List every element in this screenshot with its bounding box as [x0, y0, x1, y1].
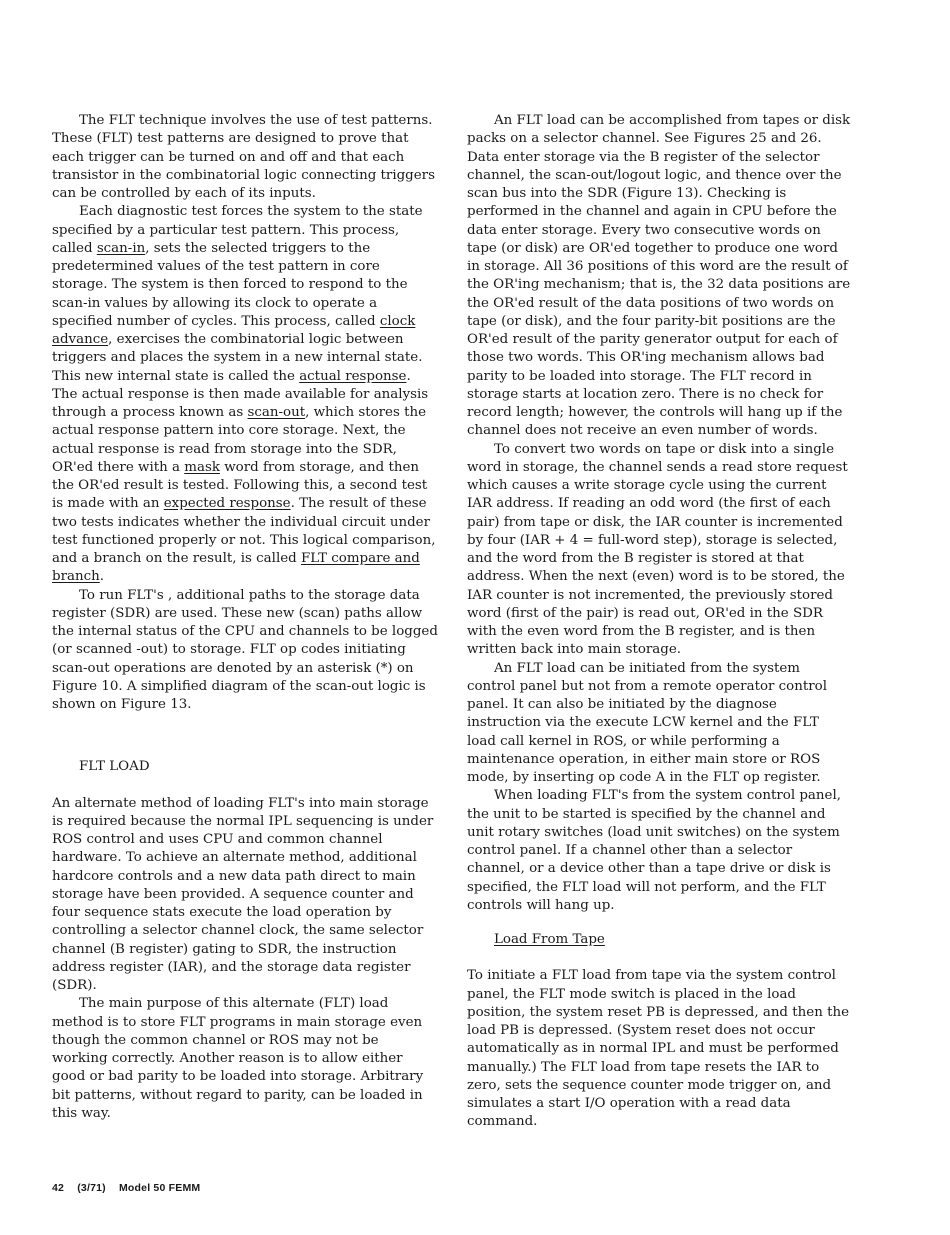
text-span: word from storage, and then the OR'ed result is tested. Following this, a second test is made with an	[52, 459, 428, 512]
text-span: , sets the selected triggers to the predetermined values of the test pattern in core storage. The system is then forced to respond to the scan-in values by allowing its clock to operate a specified number of cycles. This process, called	[52, 240, 408, 329]
term-scan-in: scan-in	[96, 240, 146, 256]
text-span: .	[99, 569, 104, 585]
paragraph-diagnostic-test	[52, 203, 438, 586]
revision-date: (3/71)	[77, 1182, 106, 1194]
term-flt-compare-and-branch: FLT compare and branch	[52, 551, 420, 585]
text-span: . The result of these two tests indicates whether the individual circuit under test functioned properly or not. This logical comparison, and a branch on the result, is called	[52, 496, 436, 566]
heading-text: Load From Tape	[494, 932, 605, 947]
paragraph-convert-words: To convert two words on tape or disk into a single word in storage, the channel sends a read store request which causes a write storage cycle using the current IAR address. If reading an odd word (the first of each pair) from tape or disk, the IAR counter is incremented by four (IAR + 4 = full-word step), storage is selected, and the word from the B register is stored at that address. When the next (even) word is to be stored, the IAR counter is not incremented, the previously stored word (first of the pair) is read out, OR'ed in the SDR with the even word from the B register, and is then written back into main storage.	[467, 441, 848, 658]
spacer	[467, 915, 852, 931]
page-footer	[52, 1182, 210, 1194]
subsection-heading-load-from-tape	[467, 931, 852, 949]
text-span: . The actual response is then made available for analysis through a process known as	[52, 368, 429, 420]
paragraph-initiate-panel: An FLT load can be initiated from the system control panel but not from a remote operator control panel. It can also be initiated by the diagnose instruction via the execute LCW kernel and the FLT load call kernel in ROS, or while performing a maintenance operation, in either main store or ROS mode, by inserting op code A in the FLT op register.	[467, 660, 827, 785]
term-actual-response: actual response	[299, 368, 407, 384]
paragraph-alternate-method: An alternate method of loading FLT's into main storage is required because the normal IPL sequencing is under ROS control and uses CPU and common channel hardware. To achieve an alternate method, additional hardcore controls and a new data path direct to main storage have been provided. A sequence counter and four sequence stats execute the load operation by controlling a selector channel clock, the same selector channel (B register) gating to SDR, the instruction address register (IAR), and the storage data register (SDR).	[52, 795, 434, 993]
left-column	[52, 112, 438, 1123]
text-span: , which stores the actual response pattern into core storage. Next, the actual response is read from storage into the SDR, OR'ed there with a	[52, 405, 427, 475]
paragraph-loading-from-panel: When loading FLT's from the system control panel, the unit to be started is specified by the channel and unit rotary switches (load unit switches) on the system control panel. If a channel other than a selector channel, or a device other than a tape drive or disk is specified, the FLT load will not perform, and the FLT controls will hang up.	[467, 788, 841, 913]
right-column	[467, 112, 852, 1132]
spacer	[467, 949, 852, 967]
text-span: , exercises the combinatorial logic between triggers and places the system in a new internal state. This new internal state is called the	[52, 332, 423, 384]
page-number: 42	[52, 1182, 65, 1194]
paragraph-tape-procedure: To initiate a FLT load from tape via the system control panel, the FLT mode switch is placed in the load position, the system reset PB is depressed, and then the load PB is depressed. (System reset does not occur automatically as in normal IPL and must be performed manually.) The FLT load from tape resets the IAR to zero, sets the sequence counter mode trigger on, and simulates a start I/O operation with a read data command.	[467, 968, 850, 1130]
manual-title: Model 50 FEMM	[118, 1182, 201, 1194]
paragraph-flt-load-tapes: An FLT load can be accomplished from tapes or disk packs on a selector channel. See Figures 25 and 26. Data enter storage via the B register of the selector channel, the scan-out/logout logic, and thence over the scan bus into the SDR (Figure 13). Checking is performed in the channel and again in CPU before the data enter storage. Every two consecutive words on tape (or disk) are OR'ed together to produce one word in storage. All 36 positions of this word are the result of the OR'ing mechanism; that is, the 32 data positions are the OR'ed result of the data positions of two words on tape (or disk), and the four parity-bit positions are the OR'ed result of the parity generator output for each of those two words. This OR'ing mechanism allows bad parity to be loaded into storage. The FLT record in storage starts at location zero. There is no check for record length; however, the controls will hang up if the channel does not receive an even number of words.	[467, 113, 851, 439]
spacer	[52, 777, 438, 795]
term-expected-response: expected response	[163, 496, 291, 512]
text-span: Each diagnostic test forces the system to the state specified by a particular test pattern. This process, called	[52, 204, 423, 256]
paragraph-main-purpose: The main purpose of this alternate (FLT) load method is to store FLT programs in main storage even though the common channel or ROS may not be working correctly. Another reason is to allow either good or bad parity to be loaded into storage. Arbitrary bit patterns, without regard to parity, can be loaded in this way.	[52, 996, 424, 1121]
spacer	[52, 714, 438, 758]
term-clock-advance: clock advance	[52, 313, 416, 347]
paragraph-scan-paths: To run FLT's , additional paths to the storage data register (SDR) are used. These new (scan) paths allow the internal status of the CPU and channels to be logged (or scanned -out) to storage. FLT op codes initiating scan-out operations are denoted by an asterisk (*) on Figure 10. A simplified diagram of the scan-out logic is shown on Figure 13.	[52, 587, 438, 712]
term-mask: mask	[184, 459, 220, 475]
section-heading-flt-load: FLT LOAD	[79, 759, 150, 775]
term-scan-out: scan-out	[247, 405, 306, 420]
paragraph-flt-technique: The FLT technique involves the use of test patterns. These (FLT) test patterns are designed to prove that each trigger can be turned on and off and that each transistor in the combinatorial logic connecting triggers can be controlled by each of its inputs.	[52, 113, 435, 201]
